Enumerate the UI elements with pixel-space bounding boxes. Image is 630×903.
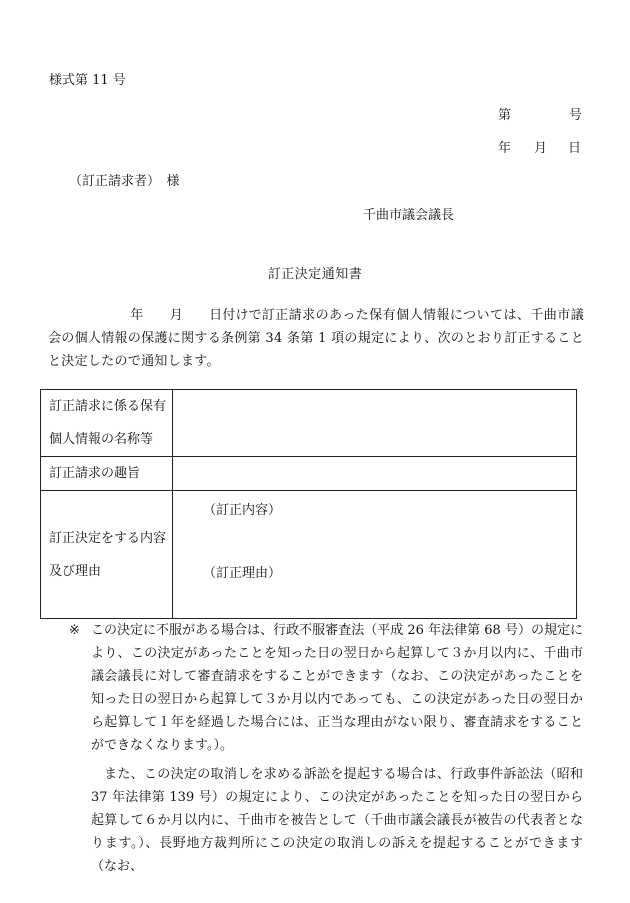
row3-label-line1: 訂正決定をする内容 (49, 530, 167, 546)
table-row (41, 457, 577, 491)
appeal-note-text: この決定に不服がある場合は、行政不服審査法（平成 26 年法律第 68 号）の規定により、この決定があったことを知った日の翌日から起算して３か月以内に、千曲市議会議長に対して審査請求をすることができます（なお、この決定があったことを知った日の翌日から起算して３か月以内であっても、この決定があった日の翌日から起算して１年を経過した場合には、正当な理由がない限り、審査請求をすることができなくなります。）。 (91, 623, 583, 753)
table-row (41, 491, 577, 619)
document-title: 訂正決定通知書 (267, 267, 363, 282)
date-day: 日 (568, 141, 582, 156)
info-table (40, 389, 577, 619)
table-label-cell (41, 390, 173, 457)
row2-label-cell: 訂正請求の趣旨 (41, 457, 173, 491)
correction-reason-heading: （訂正理由） (203, 566, 282, 581)
row1-value-cell (173, 390, 577, 457)
body-date-lead: 年 月 日付けで (104, 308, 262, 323)
row3-label-line2: 及び理由 (49, 563, 102, 579)
recipient: （訂正請求者） 様 (69, 174, 180, 189)
doc-number-prefix: 第 (498, 108, 512, 123)
body-text: 訂正請求のあった保有個人情報については、千曲市議会の個人情報の保護に関する条例第 34 条第 1 項の規定により、次のとおり訂正することと決定したので通知します。 (48, 308, 584, 369)
row2-value-cell (173, 457, 577, 491)
row1-label-line1: 訂正請求に係る保有 (49, 399, 167, 414)
lawsuit-note-text: また、この決定の取消しを求める訴訟を提起する場合は、行政事件訴訟法（昭和 37 年法律第 139 号）の規定により、この決定があったことを知った日の翌日から起算して６か月以内に、千曲市を被告として（千曲市議会議長が被告の代表者となります。）、長野地方裁判所にこの決定の取消しの訴えを提起することができます（なお、 (91, 767, 583, 874)
lawsuit-note (69, 763, 583, 878)
date-year: 年 (498, 141, 512, 156)
row1-label-line2: 個人情報の名称等 (49, 432, 154, 447)
body-paragraph (48, 304, 584, 373)
appeal-note (69, 619, 583, 757)
table-row (41, 390, 577, 457)
table-label-cell (41, 491, 173, 619)
doc-number-suffix: 号 (569, 108, 583, 123)
row3-value-cell (173, 491, 577, 619)
correction-content-heading: （訂正内容） (203, 503, 282, 518)
note-mark: ※ (69, 623, 80, 638)
sender: 千曲市議会議長 (363, 208, 455, 223)
date-month: 月 (534, 141, 548, 156)
form-number: 様式第 11 号 (49, 73, 126, 88)
